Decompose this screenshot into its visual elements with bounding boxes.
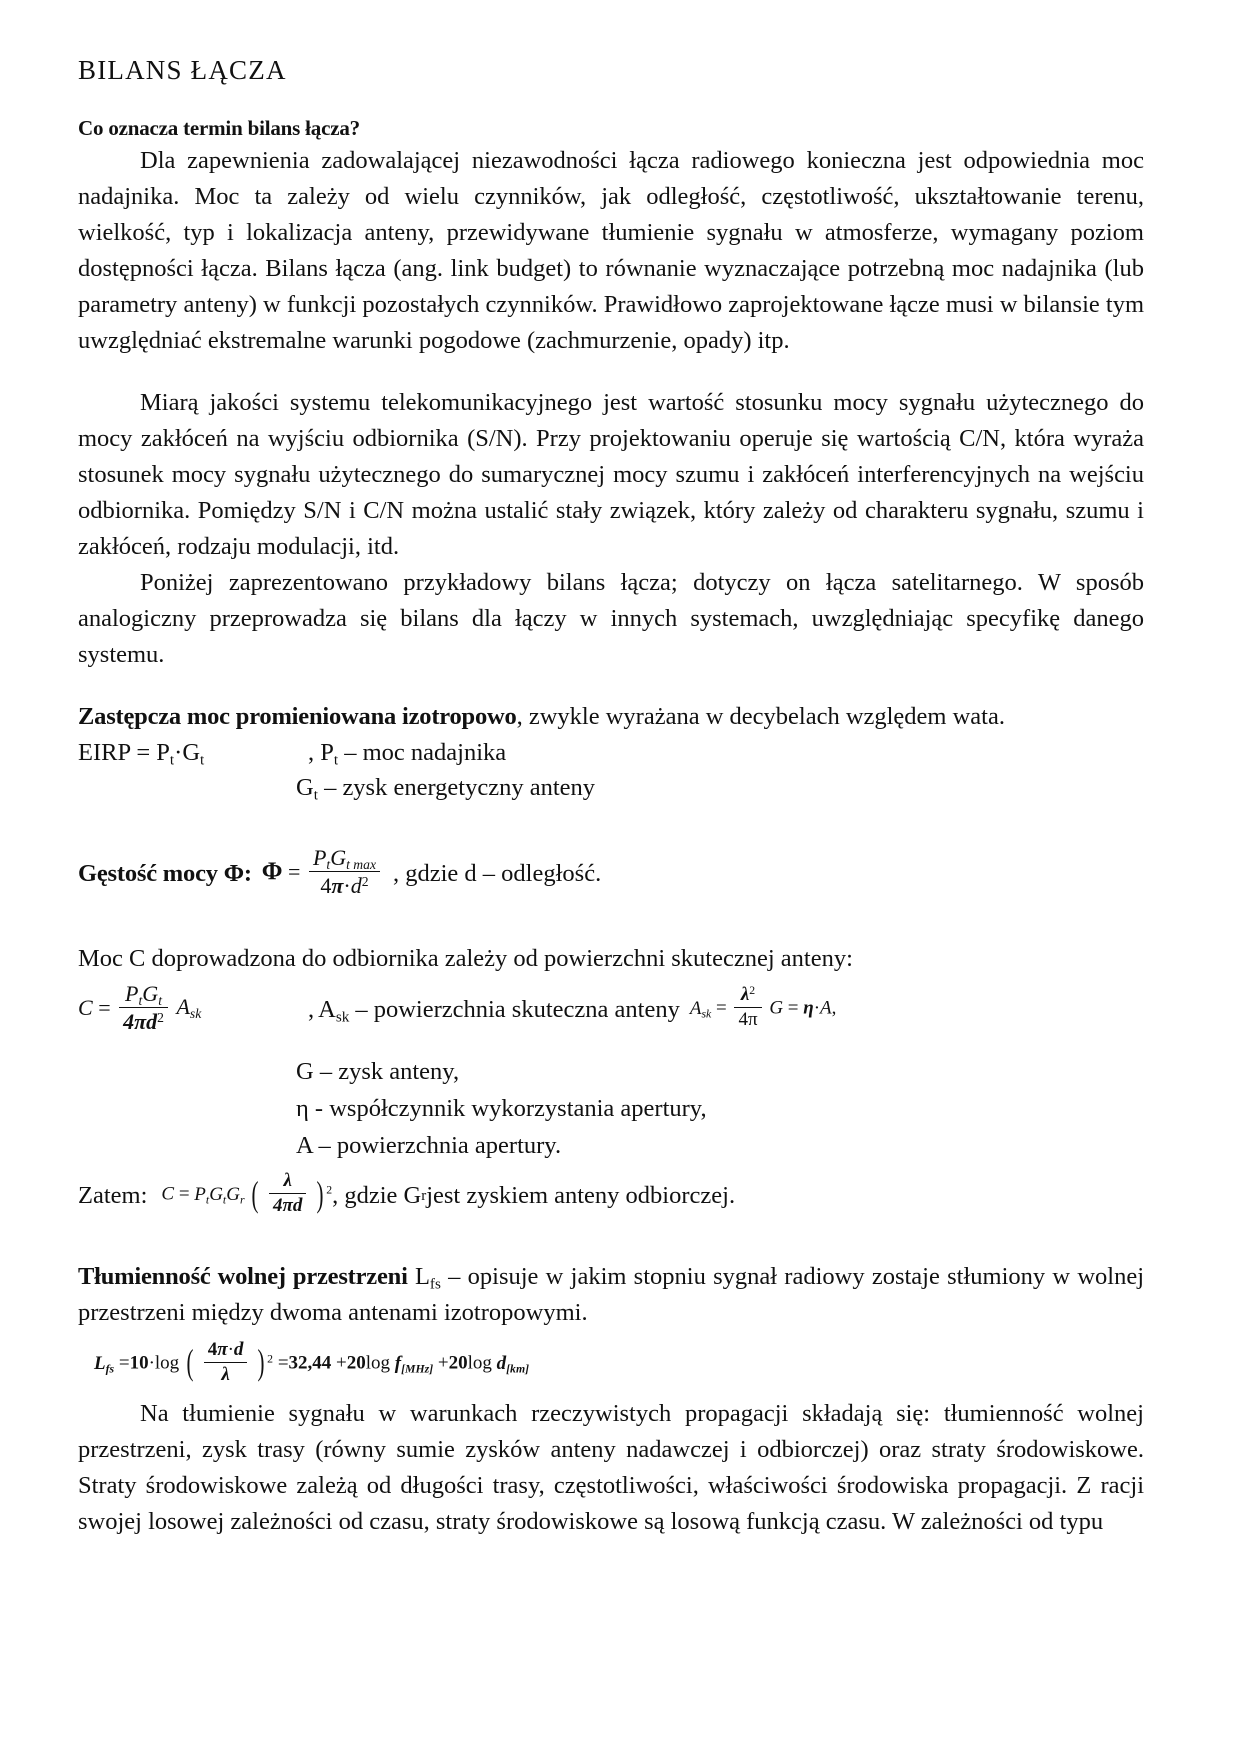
pd-numerator: $P_tG_{t max}$ xyxy=(309,845,380,872)
eirp-def2-symbol: $G_t$ xyxy=(296,774,318,804)
pd-denominator: $4\pi\cdot d^2$ xyxy=(320,873,369,899)
ask-denominator: 4π xyxy=(738,1008,758,1030)
lfs-log: log xyxy=(154,1352,180,1374)
lfs-dot: · xyxy=(148,1352,155,1374)
c-area: $A_{sk}$ xyxy=(176,994,202,1022)
free-space-bold-label: Tłumienność wolnej przestrzeni xyxy=(78,1263,408,1291)
free-space-symbol: $L_{fs}$ xyxy=(414,1263,441,1293)
ask-g: G xyxy=(769,997,784,1019)
free-space-symbol-sub: fs xyxy=(429,1275,441,1293)
def-eta: η - współczynnik wykorzystania apertury, xyxy=(296,1094,707,1122)
eirp-definition-2 xyxy=(296,770,1144,807)
phi-symbol: Φ xyxy=(261,857,283,885)
zatem-c: C xyxy=(161,1184,175,1206)
paragraph-intro: Dla zapewnienia zadowalającej niezawodności łącza radiowego konieczna jest odpowiednia moc nadajnika. Moc ta zależy od wielu czynników, jak odległość, częstotliwość, ukształtowanie terenu, wielkość, typ i lokalizacja anteny, przewidywane tłumienie sygnału w atmosferze, wymagany poziom dostępności łącza. Bilans łącza (ang. link budget) to równanie wyznaczające potrzebną moc nadajnika (lub parametry anteny) w funkcji pozostałych czynników. Prawidłowo zaprojektowane łącze musi w bilansie tym uwzględniać ekstremalne warunki pogodowe (zachmurzenie, opady) itp. xyxy=(78,146,1144,354)
def-gain: G – zysk anteny, xyxy=(296,1058,460,1086)
def-aperture: A – powierzchnia apertury. xyxy=(296,1131,562,1159)
paragraph-example: Poniżej zaprezentowano przykładowy bilans łącza; dotyczy on łącza satelitarnego. W sposób analogiczny przeprowadza się bilans dla łączy w innych systemach, uwzględniając specyfikę danego systemu. xyxy=(78,568,1144,668)
ask-equals: = xyxy=(716,997,727,1019)
c-num-g-sub: t xyxy=(158,992,162,1008)
zatem-gr-sub: r xyxy=(239,1193,245,1207)
c-def-comma: , xyxy=(308,995,315,1023)
spacer xyxy=(78,1219,1144,1259)
c-num-p-sub: t xyxy=(138,992,143,1008)
eirp-def2-text: – zysk energetyczny anteny xyxy=(324,774,596,802)
zatem-gt-sub: t xyxy=(222,1193,227,1207)
c-fraction xyxy=(119,981,168,1035)
lfs-log-2: log xyxy=(365,1352,391,1374)
spacer xyxy=(78,901,1144,941)
lfs-denominator: λ xyxy=(221,1363,230,1385)
zatem-paren-open: ( xyxy=(251,1173,259,1214)
power-c-formula xyxy=(78,980,308,1037)
eirp-dot: · xyxy=(174,738,183,766)
ask-a: A xyxy=(820,997,832,1019)
power-density-formula xyxy=(261,844,383,901)
zatem-tail-b: jest zyskiem anteny odbiorczej. xyxy=(426,1181,736,1209)
ask-symbol: $A_{sk}$ xyxy=(689,997,712,1020)
page-title: BILANS ŁĄCZA xyxy=(78,55,287,85)
ask-fraction xyxy=(734,984,761,1031)
ask-eta: η xyxy=(803,997,814,1019)
ask-num-sup: 2 xyxy=(749,983,756,997)
zatem-paren-close: ) xyxy=(316,1173,324,1214)
lfs-const: 32,44 xyxy=(288,1352,332,1374)
lfs-twenty-2: 20 xyxy=(448,1352,468,1374)
c-equals: = xyxy=(98,994,111,1020)
zatem-row: Zatem: $C = P_tG_tG_r$ ( $\frac{\lambda}{4\pi d}$ ) $^2$ , gdzie G r jest zyskiem anteny odbiorczej. xyxy=(78,1172,1144,1219)
ask-equals-2: = xyxy=(787,997,799,1019)
power-density-row xyxy=(78,844,1144,901)
lfs-paren-open: ( xyxy=(186,1342,194,1383)
zatem-label: Zatem: xyxy=(78,1181,148,1209)
lfs-formula xyxy=(94,1341,1144,1388)
eirp-definition-1 xyxy=(308,735,1144,771)
lfs-numerator: 4π·d xyxy=(204,1339,248,1363)
eirp-pt-sub: t xyxy=(169,750,175,768)
zatem-denominator: 4πd xyxy=(273,1195,303,1217)
lfs-distance: $d_{[km]}$ xyxy=(496,1352,530,1376)
lfs-frequency: $f_{[MHz]}$ xyxy=(394,1352,434,1376)
power-c-intro: Moc C doprowadzona do odbiornika zależy od powierzchni skutecznej anteny: xyxy=(78,944,853,972)
eirp-bold-label: Zastępcza moc promieniowana izotropowo xyxy=(78,702,517,730)
spacer xyxy=(78,673,1144,699)
eirp-def1-comma: , xyxy=(308,738,315,766)
free-space-rest: – opisuje w jakim stopniu sygnał radiowy zostaje stłumiony w wolnej przestrzeni między dwoma antenami izotropowymi. xyxy=(78,1263,1145,1327)
paragraph-attenuation: Na tłumienie sygnału w warunkach rzeczywistych propagacji składają się: tłumienność wolnej przestrzeni, zysk trasy (równy sumie zysków anteny nadawczej i odbiorczej) oraz straty środowiskowe. Straty środowiskowe zależą od długości trasy, częstotliwości, właściwości środowiska propagacji. Z racji swojej losowej zależności od czasu, straty środowiskowe są losową funkcją czasu. W zależności od typu xyxy=(78,1399,1144,1535)
eirp-def1-sub: t xyxy=(333,750,339,768)
zatem-numerator: λ xyxy=(269,1170,306,1194)
c-area-sub: sk xyxy=(189,1006,202,1022)
eirp-gt: $G_t$ xyxy=(182,738,205,768)
c-def-ask: $A_{sk}$ xyxy=(318,995,350,1025)
lfs-symbol-sub: fs xyxy=(105,1362,115,1376)
section-heading: Co oznacza termin bilans łącza? xyxy=(78,115,360,140)
pd-equals: = xyxy=(288,858,301,884)
power-density-label: Gęstość mocy Φ: xyxy=(78,859,252,887)
lfs-exponent: 2 xyxy=(267,1352,274,1366)
c-symbol: C xyxy=(78,994,93,1020)
eirp-def1-symbol: $P_t$ xyxy=(320,738,339,768)
ask-numerator: $\lambda^2$ xyxy=(734,984,761,1008)
eirp-lead-rest: , zwykle wyrażana w decybelach względem wata. xyxy=(516,702,1005,730)
zatem-pt-sub: t xyxy=(205,1193,210,1207)
pd-num-p-sub: t xyxy=(326,856,331,872)
zatem-fraction xyxy=(269,1170,306,1217)
lfs-symbol: $L_{fs}$ xyxy=(94,1352,115,1376)
zatem-gt: $G_t$ xyxy=(209,1184,227,1207)
pd-fraction xyxy=(309,845,380,899)
c-def-ask-sub: sk xyxy=(335,1007,350,1025)
power-c-definition xyxy=(308,983,1144,1033)
pd-den-sup: 2 xyxy=(361,874,369,890)
spacer xyxy=(78,359,1144,385)
lfs-frequency-sub: [MHz] xyxy=(401,1362,434,1376)
spacer xyxy=(78,807,1144,847)
lfs-plus-1: + xyxy=(336,1352,347,1374)
free-space-lead xyxy=(78,1259,1144,1331)
eirp-def2-sub: t xyxy=(313,786,318,804)
zatem-equals: = xyxy=(178,1184,190,1206)
power-c-equation-row xyxy=(78,980,1144,1037)
eirp-gt-sub: t xyxy=(200,750,205,768)
lfs-paren-close: ) xyxy=(257,1342,265,1383)
eirp-equation-row xyxy=(78,735,1144,771)
zatem-pt: $P_t$ xyxy=(194,1184,210,1207)
lfs-fraction xyxy=(204,1339,248,1386)
ask-sym-sub: sk xyxy=(701,1007,712,1020)
eirp-pt: $P_t$ xyxy=(156,738,175,768)
lfs-plus-2: + xyxy=(437,1352,449,1374)
eirp-equals: = xyxy=(136,738,151,766)
zatem-gr: $G_r$ xyxy=(226,1184,245,1207)
eirp-def1-text: – moc nadajnika xyxy=(344,738,507,766)
ask-dot: · xyxy=(813,997,821,1019)
lfs-distance-sub: [km] xyxy=(506,1362,530,1376)
pd-num-g-sub: t max xyxy=(346,856,376,872)
eirp-lead xyxy=(78,699,1144,735)
lfs-equals: = xyxy=(118,1352,130,1374)
lfs-twenty-1: 20 xyxy=(346,1352,366,1374)
lfs-ten: 10 xyxy=(129,1352,149,1374)
zatem-tail-a: , gdzie G xyxy=(332,1181,422,1209)
eirp-equation xyxy=(78,735,308,771)
lfs-log-3: log xyxy=(467,1352,492,1374)
ask-tail: , xyxy=(831,997,837,1019)
lfs-equals-2: = xyxy=(277,1352,289,1374)
c-den-sup: 2 xyxy=(157,1009,164,1025)
eirp-label: EIRP xyxy=(78,738,131,766)
zatem-exponent: 2 xyxy=(326,1183,333,1197)
c-numerator: $P_tG_t$ xyxy=(119,981,168,1008)
zatem-formula xyxy=(161,1172,332,1219)
c-def-text: – powierzchnia skuteczna anteny xyxy=(355,995,680,1023)
power-density-tail: , gdzie d – odległość. xyxy=(393,859,602,887)
c-denominator: $4\pi d^2$ xyxy=(123,1008,164,1034)
paragraph-quality: Miarą jakości systemu telekomunikacyjnego jest wartość stosunku mocy sygnału użytecznego do mocy zakłóceń na wyjściu odbiornika (S/N). Przy projektowaniu operuje się wartością C/N, która wyraża stosunek mocy sygnału użytecznego do sumarycznej mocy szumu i zakłóceń interferencyjnych na wejściu odbiornika. Pomiędzy S/N i C/N można ustalić stały związek, który zależy od charakteru sygnału, szumu i zakłóceń, rodzaju modulacji, itd. xyxy=(78,388,1144,560)
ask-formula xyxy=(689,983,837,1033)
